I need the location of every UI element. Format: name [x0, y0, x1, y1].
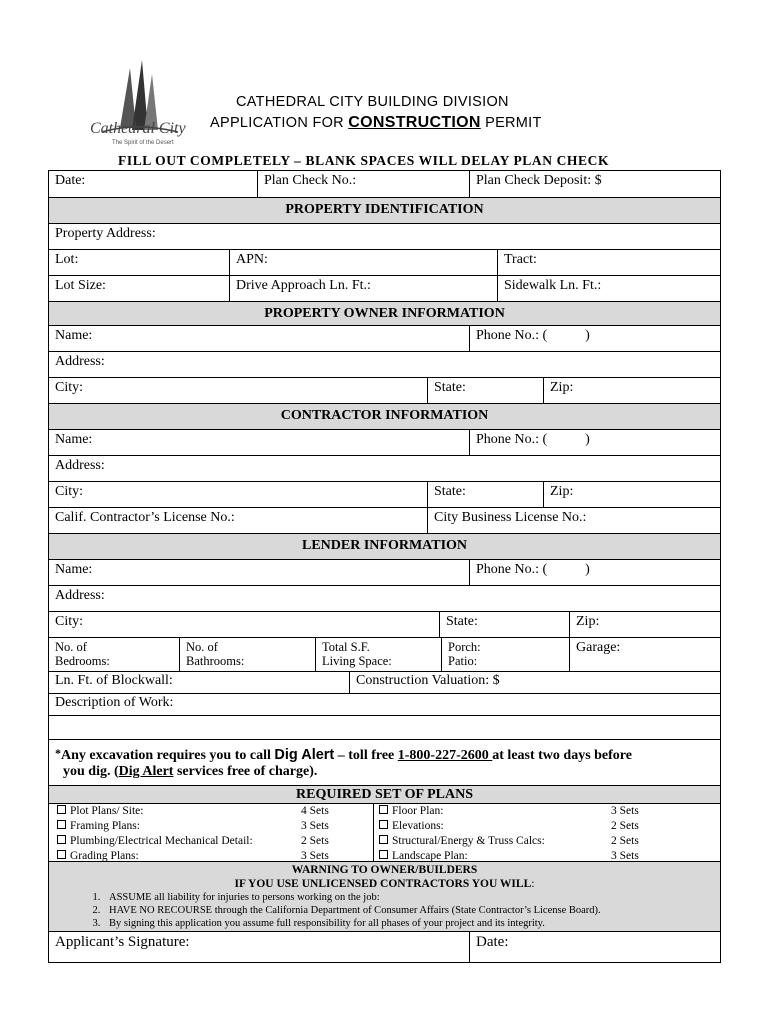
plan-sets-plot: 4 Sets	[301, 805, 329, 817]
lot-size-label: Lot Size:	[55, 278, 106, 293]
warning-item-1: 1. ASSUME all liability for injuries to persons working on the job:	[103, 891, 720, 904]
porch-patio-field[interactable]: Porch: Patio:	[441, 638, 569, 671]
contractor-address-label: Address:	[55, 458, 105, 473]
lender-zip-field[interactable]	[569, 612, 720, 637]
plan-checkbox-framing[interactable]	[57, 820, 140, 832]
contractor-license-label: Calif. Contractor’s License No.:	[55, 510, 235, 525]
section-lender: LENDER INFORMATION	[49, 534, 720, 560]
owner-phone-close: )	[585, 328, 590, 343]
row-property-details	[49, 638, 720, 672]
plan-checkbox-grading[interactable]	[57, 850, 139, 862]
tract-label: Tract:	[504, 252, 537, 267]
owner-address-field[interactable]	[49, 352, 720, 378]
warning-list	[49, 891, 720, 930]
lot-label: Lot:	[55, 252, 79, 267]
garage-label: Garage:	[576, 640, 621, 655]
logo-tagline: The Spirit of the Desert	[112, 140, 174, 146]
application-title-suffix: PERMIT	[480, 115, 542, 131]
lot-field[interactable]	[49, 250, 229, 275]
sidewalk-label: Sidewalk Ln. Ft.:	[504, 278, 602, 293]
dig-alert-line-1	[55, 746, 632, 764]
contractor-zip-field[interactable]	[543, 482, 720, 507]
dig-alert-notice	[49, 740, 720, 786]
tract-field[interactable]	[497, 250, 720, 275]
owner-phone-field[interactable]	[469, 326, 720, 351]
contractor-state-field[interactable]	[427, 482, 543, 507]
lender-address-field[interactable]	[49, 586, 720, 612]
checkbox-icon[interactable]	[379, 835, 388, 844]
logo-text: Cathedral City	[90, 120, 186, 137]
plan-label-framing: Framing Plans:	[70, 820, 140, 832]
description-continuation-line[interactable]	[49, 716, 720, 740]
application-title-emph: CONSTRUCTION	[348, 114, 481, 131]
warning-item-2: 2. HAVE NO RECOURSE through the California Department of Consumer Affairs (State Contractor’s License Board).	[103, 904, 720, 917]
contractor-phone-close: )	[585, 432, 590, 447]
owner-state-field[interactable]	[427, 378, 543, 403]
contractor-phone-label: Phone No.: (	[476, 432, 548, 447]
property-address-field[interactable]	[49, 224, 720, 250]
bedrooms-field[interactable]: No. of Bedrooms:	[55, 640, 110, 668]
owner-zip-field[interactable]	[543, 378, 720, 403]
section-property-owner: PROPERTY OWNER INFORMATION	[49, 302, 720, 326]
plan-label-grading: Grading Plans:	[70, 850, 139, 862]
warning-subtitle-colon: :	[531, 878, 535, 890]
lender-state-label: State:	[446, 614, 478, 629]
warning-item-3: 3. By signing this application you assume full responsibility for all phases of your project and its integrity.	[103, 917, 720, 930]
description-field[interactable]	[49, 694, 720, 716]
required-plans-list	[49, 804, 720, 862]
plan-label-landscape: Landscape Plan:	[392, 850, 468, 862]
city-business-license-field[interactable]	[427, 508, 720, 533]
plan-checkbox-plot[interactable]	[57, 805, 144, 817]
lender-name-field[interactable]	[49, 560, 469, 585]
owner-city-label: City:	[55, 380, 84, 395]
row-date	[49, 171, 720, 198]
row-contractor-name	[49, 430, 720, 456]
dig-alert-text-5: services free of charge).	[173, 764, 318, 779]
signature-date-field[interactable]	[469, 932, 720, 962]
date-label: Date:	[55, 173, 86, 188]
date-field[interactable]	[49, 171, 257, 197]
lender-phone-label: Phone No.: (	[476, 562, 548, 577]
lot-size-field[interactable]	[49, 276, 229, 301]
blockwall-label: Ln. Ft. of Blockwall:	[55, 673, 173, 688]
sidewalk-field[interactable]	[497, 276, 720, 301]
checkbox-icon[interactable]	[57, 835, 66, 844]
row-lender-name	[49, 560, 720, 586]
checkbox-icon[interactable]	[57, 805, 66, 814]
lender-phone-field[interactable]	[469, 560, 720, 585]
division-title: CATHEDRAL CITY BUILDING DIVISION	[236, 94, 509, 110]
owner-address-label: Address:	[55, 354, 105, 369]
lender-city-label: City:	[55, 614, 84, 629]
drive-approach-label: Drive Approach Ln. Ft.:	[236, 278, 371, 293]
dig-alert-star: *	[55, 746, 61, 760]
owner-name-label: Name:	[55, 328, 93, 343]
apn-field[interactable]	[229, 250, 497, 275]
instruction-line: FILL OUT COMPLETELY – BLANK SPACES WILL DELAY PLAN CHECK	[118, 153, 610, 168]
lender-city-field[interactable]	[49, 612, 439, 637]
lender-state-field[interactable]	[439, 612, 569, 637]
row-signature	[49, 932, 720, 962]
row-licenses	[49, 508, 720, 534]
city-logo	[82, 58, 192, 154]
plan-check-deposit-field[interactable]	[469, 171, 720, 197]
valuation-field[interactable]	[349, 672, 720, 693]
lender-address-label: Address:	[55, 588, 105, 603]
plan-sets-grading: 3 Sets	[301, 850, 329, 862]
checkbox-icon[interactable]	[57, 850, 66, 859]
dig-alert-phone: 1-800-227-2600	[397, 748, 493, 763]
contractor-city-field[interactable]	[49, 482, 427, 507]
plan-checkbox-floor[interactable]	[379, 805, 443, 817]
valuation-label: Construction Valuation: $	[356, 673, 500, 688]
dig-alert-name: Dig Alert	[274, 747, 335, 763]
owner-state-label: State:	[434, 380, 466, 395]
blockwall-field[interactable]	[49, 672, 349, 693]
checkbox-icon[interactable]	[57, 820, 66, 829]
plan-sets-landscape: 3 Sets	[611, 850, 639, 862]
plan-check-no-field[interactable]	[257, 171, 469, 197]
dig-alert-text-4: you dig. (	[63, 764, 119, 779]
section-property-identification: PROPERTY IDENTIFICATION	[49, 198, 720, 224]
apn-label: APN:	[236, 252, 268, 267]
application-title-prefix: APPLICATION FOR	[210, 115, 349, 131]
checkbox-icon[interactable]	[379, 820, 388, 829]
plan-sets-floor: 3 Sets	[611, 805, 639, 817]
row-owner-name	[49, 326, 720, 352]
section-required-plans: REQUIRED SET OF PLANS	[49, 786, 720, 804]
row-lender-city	[49, 612, 720, 638]
row-contractor-city	[49, 482, 720, 508]
dig-alert-line-2	[63, 764, 317, 780]
owner-phone-label: Phone No.: (	[476, 328, 548, 343]
plan-sets-elevations: 2 Sets	[611, 820, 639, 832]
contractor-name-label: Name:	[55, 432, 93, 447]
contractor-phone-field[interactable]	[469, 430, 720, 455]
warning-subtitle-text: IF YOU USE UNLICENSED CONTRACTORS YOU WILL	[234, 878, 532, 890]
permit-form	[48, 170, 721, 963]
dig-alert-name-2: Dig Alert	[118, 764, 174, 779]
owner-name-field[interactable]	[49, 326, 469, 351]
lender-phone-close: )	[585, 562, 590, 577]
contractor-license-field[interactable]	[49, 508, 427, 533]
owner-zip-label: Zip:	[550, 380, 574, 395]
row-owner-city	[49, 378, 720, 404]
dig-alert-text-2: – toll free	[334, 748, 398, 763]
plan-label-structural: Structural/Energy & Truss Calcs:	[392, 835, 545, 847]
drive-approach-field[interactable]	[229, 276, 497, 301]
bathrooms-field[interactable]: No. of Bathrooms:	[179, 638, 315, 671]
plan-checkbox-elevations[interactable]	[379, 820, 444, 832]
contractor-address-field[interactable]	[49, 456, 720, 482]
city-business-license-label: City Business License No.:	[434, 510, 587, 525]
lender-name-label: Name:	[55, 562, 93, 577]
description-label: Description of Work:	[55, 695, 174, 710]
applicant-signature-label: Applicant’s Signature:	[55, 934, 190, 950]
plan-label-plumbing: Plumbing/Electrical Mechanical Detail:	[70, 835, 253, 847]
applicant-signature-field[interactable]	[49, 932, 469, 962]
plan-check-deposit-label: Plan Check Deposit: $	[476, 173, 602, 188]
contractor-zip-label: Zip:	[550, 484, 574, 499]
plan-label-floor: Floor Plan:	[392, 805, 444, 817]
plan-label-elevations: Elevations:	[392, 820, 444, 832]
dig-alert-text-1: Any excavation requires you to call	[61, 748, 275, 763]
dig-alert-text-3: at least two days before	[492, 748, 632, 763]
checkbox-icon[interactable]	[379, 805, 388, 814]
plan-checkbox-plumbing[interactable]	[57, 835, 253, 847]
contractor-city-label: City:	[55, 484, 84, 499]
plan-checkbox-landscape[interactable]	[379, 850, 468, 862]
contractor-state-label: State:	[434, 484, 466, 499]
contractor-name-field[interactable]	[49, 430, 469, 455]
plan-label-plot: Plot Plans/ Site:	[70, 805, 144, 817]
signature-date-label: Date:	[476, 934, 509, 950]
warning-title: WARNING TO OWNER/BUILDERS	[291, 864, 478, 876]
checkbox-icon[interactable]	[379, 850, 388, 859]
plan-check-no-label: Plan Check No.:	[264, 173, 357, 188]
property-address-label: Property Address:	[55, 226, 156, 241]
row-blockwall	[49, 672, 720, 694]
plan-sets-framing: 3 Sets	[301, 820, 329, 832]
plan-sets-structural: 2 Sets	[611, 835, 639, 847]
garage-field[interactable]	[569, 638, 720, 671]
plan-checkbox-structural[interactable]	[379, 835, 545, 847]
plan-sets-plumbing: 2 Sets	[301, 835, 329, 847]
lender-zip-label: Zip:	[576, 614, 600, 629]
section-contractor: CONTRACTOR INFORMATION	[49, 404, 720, 430]
living-space-field[interactable]: Total S.F. Living Space:	[315, 638, 441, 671]
application-title	[210, 114, 542, 132]
owner-city-field[interactable]	[49, 378, 427, 403]
warning-subtitle	[49, 877, 720, 891]
row-lot	[49, 250, 720, 276]
row-lot-size	[49, 276, 720, 302]
owner-builder-warning	[49, 862, 720, 932]
